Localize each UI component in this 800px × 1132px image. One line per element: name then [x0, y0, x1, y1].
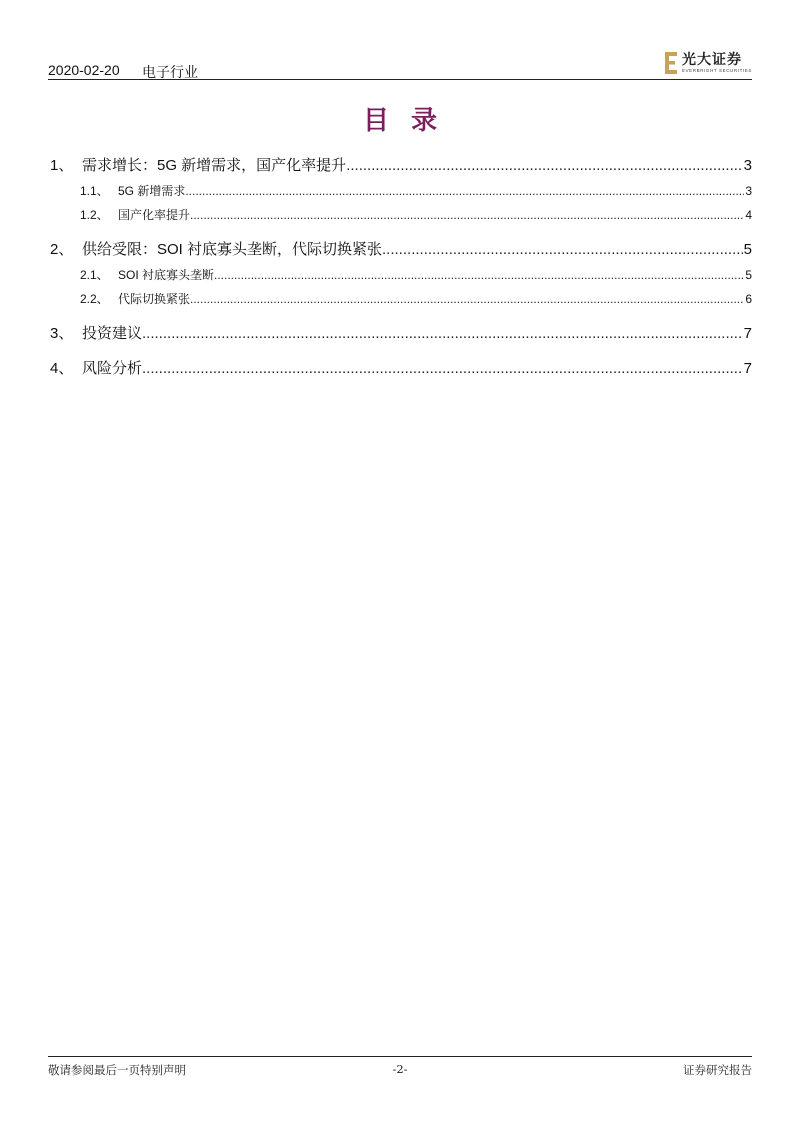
- toc-subentry[interactable]: [80, 182, 752, 199]
- toc-entry-label: 供给受限：SOI 衬底寡头垄断，代际切换紧张: [82, 241, 383, 258]
- toc-entry-label: 代际切换紧张: [118, 292, 191, 306]
- toc-entry-label: SOI 衬底寡头垄断: [118, 268, 215, 282]
- toc-leader-dots: [190, 292, 744, 306]
- toc-entry-number: 1、: [50, 157, 74, 174]
- toc-subentry[interactable]: [80, 266, 752, 283]
- toc-entry-number: 2.2、: [80, 292, 109, 306]
- toc-subentry[interactable]: [80, 206, 752, 223]
- toc-entry-page: 3: [745, 184, 752, 198]
- toc-entry-label: 风险分析: [82, 360, 143, 377]
- toc-entry-label: 需求增长：5G 新增需求，国产化率提升: [82, 157, 347, 174]
- toc-leader-dots: [142, 325, 743, 342]
- toc-entry-number: 1.2、: [80, 208, 109, 222]
- toc-entry-page: 7: [743, 360, 752, 377]
- toc-leader-dots: [346, 157, 742, 174]
- toc-entry-label: 5G 新增需求: [118, 184, 186, 198]
- toc-leader-dots: [185, 184, 744, 198]
- toc-entry-page: 7: [743, 325, 752, 342]
- toc-entry-number: 2.1、: [80, 268, 109, 282]
- toc-leader-dots: [142, 360, 743, 377]
- toc-entry[interactable]: [50, 154, 752, 175]
- toc-entry-number: 1.1、: [80, 184, 109, 198]
- toc-entry-label: 投资建议: [82, 325, 143, 342]
- industry-label: 电子行业: [142, 64, 198, 80]
- toc-entry-number: 4、: [50, 360, 74, 377]
- toc-entry-page: 4: [745, 208, 752, 222]
- header-divider: [48, 79, 752, 80]
- toc-subentry[interactable]: [80, 290, 752, 307]
- page-header: [48, 50, 752, 80]
- company-logo: [664, 50, 752, 76]
- logo-english-name: EVERBRIGHT SECURITIES: [681, 67, 752, 73]
- disclaimer-note: 敬请参阅最后一页特别声明: [48, 1063, 186, 1077]
- toc-leader-dots: [382, 241, 743, 258]
- toc-leader-dots: [214, 268, 744, 282]
- page-number: -2-: [392, 1062, 408, 1076]
- everbright-logo-icon: [664, 51, 678, 75]
- logo-chinese-name: 光大证券: [681, 51, 742, 68]
- toc-entry-page: 5: [745, 268, 752, 282]
- toc-entry-number: 2、: [50, 241, 74, 258]
- toc-entry[interactable]: [50, 322, 752, 343]
- report-date: 2020-02-20: [48, 62, 120, 78]
- report-type: 证券研究报告: [683, 1063, 752, 1077]
- toc-leader-dots: [190, 208, 744, 222]
- toc-entry-number: 3、: [50, 325, 74, 342]
- toc-title: 目录: [362, 105, 459, 135]
- footer-divider: [48, 1056, 752, 1057]
- page-footer: [48, 1056, 752, 1077]
- toc-entry-page: 5: [743, 241, 752, 258]
- toc-entry-page: 6: [745, 292, 752, 306]
- toc-entry[interactable]: [50, 357, 752, 378]
- toc-entry-label: 国产化率提升: [118, 208, 191, 222]
- toc-entry-page: 3: [743, 157, 752, 174]
- toc-entry[interactable]: [50, 238, 752, 259]
